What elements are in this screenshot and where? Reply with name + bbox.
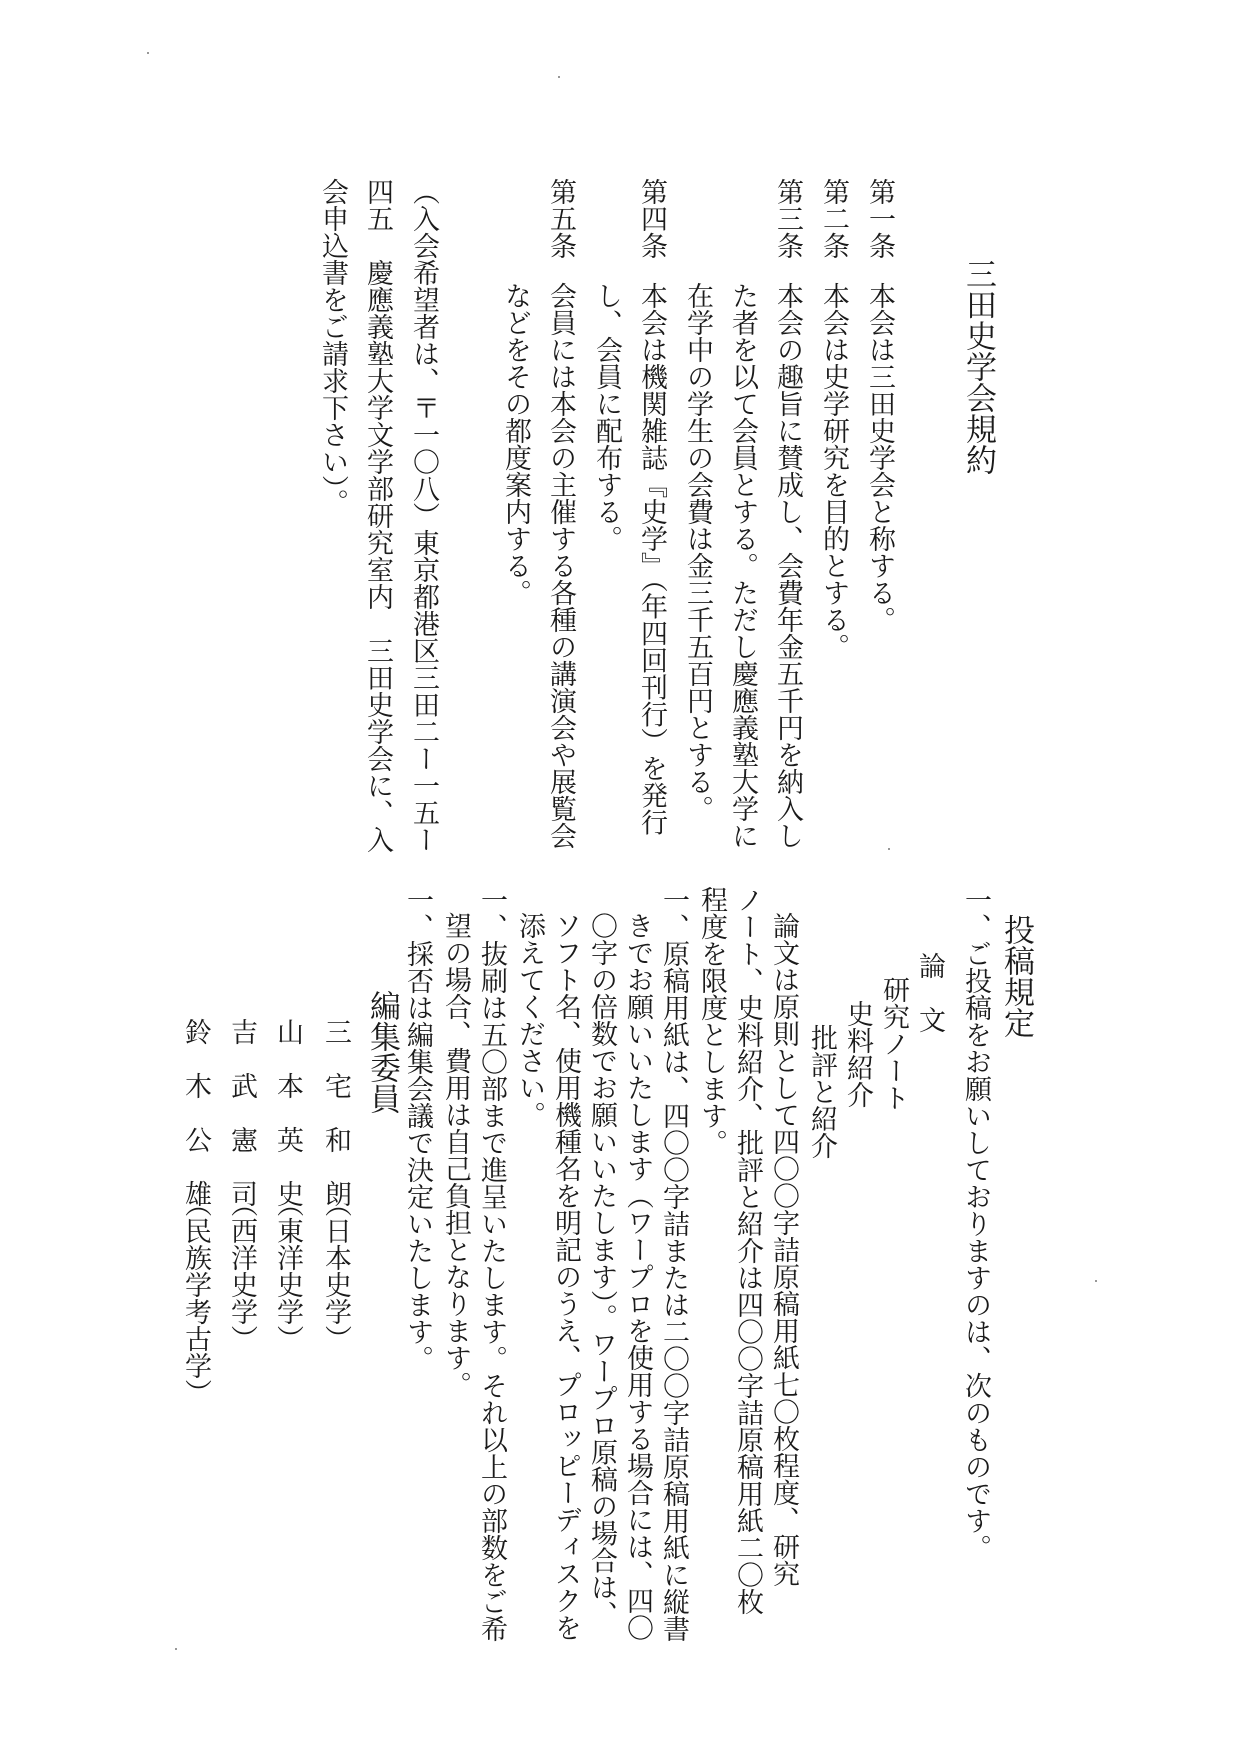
- article-1-label: 第一条: [864, 178, 895, 259]
- membership-line-1: （入会希望者は、〒一〇八）東京都港区三田二ー一五ー: [408, 178, 439, 853]
- committee-member-3-name: 吉 武 憲 司: [226, 1018, 257, 1207]
- membership-line-2: 四五 慶應義塾大学文学部研究室内 三田史学会に、入: [362, 178, 393, 853]
- article-5-label: 第五条: [545, 178, 576, 259]
- submission-line-10: きでお願いいたします（ワープロを使用する場合には、四〇: [622, 912, 653, 1641]
- submission-category-3: 史料紹介: [842, 1000, 873, 1108]
- scan-speck: [147, 52, 149, 54]
- article-4-label: 第四条: [636, 178, 667, 259]
- submission-category-2: 研究ノート: [878, 976, 909, 1111]
- article-4-line-2: し、会員に配布する。: [591, 282, 622, 552]
- rules-title: 三田史学会規約: [960, 258, 996, 475]
- committee-member-2-name: 山 本 英 史: [272, 1018, 303, 1207]
- submission-line-15: 望の場合、費用は自己負担となります。: [440, 912, 471, 1398]
- submission-line-8: 程度を限度とします。: [696, 886, 727, 1156]
- article-3-line-3: 在学中の学生の会費は金三千五百円とする。: [682, 282, 713, 822]
- committee-member-2-field: （東洋史学）: [272, 1190, 303, 1352]
- membership-line-3: 会申込書をご請求下さい）。: [317, 178, 348, 516]
- article-5-line-1: 会員には本会の主催する各種の講演会や展覧会: [545, 282, 576, 849]
- article-3-line-2: た者を以て会員とする。ただし慶應義塾大学に: [727, 282, 758, 849]
- submission-line-9: 一、原稿用紙は、四〇〇字詰または二〇〇字詰原稿用紙に縦書: [658, 886, 689, 1642]
- scan-speck: [888, 848, 890, 850]
- submission-line-6: 論文は原則として四〇〇字詰原稿用紙七〇枚程度、研究: [768, 912, 799, 1587]
- submission-title: 投稿規定: [998, 914, 1034, 1038]
- committee-member-4-field: （民族学考古学）: [180, 1190, 211, 1406]
- submission-line-11: 〇字の倍数でお願いいたします）。ワープロ原稿の場合は、: [586, 912, 617, 1628]
- submission-category-4: 批評と紹介: [806, 1024, 837, 1159]
- article-3-label: 第三条: [772, 178, 803, 259]
- article-4-line-1: 本会は機関雑誌『史学』（年四回刊行）を発行: [636, 282, 667, 836]
- committee-member-1-name: 三 宅 和 朗: [320, 1018, 351, 1207]
- article-5-line-2: などをその都度案内する。: [500, 282, 531, 606]
- submission-category-1: 論 文: [914, 952, 945, 1033]
- submission-line-16: 一、採否は編集会議で決定いたします。: [402, 886, 433, 1372]
- scan-speck: [1095, 1280, 1097, 1282]
- article-3-line-1: 本会の趣旨に賛成し、会費年金五千円を納入し: [772, 282, 803, 849]
- committee-member-1-field: （日本史学）: [320, 1190, 351, 1352]
- article-2-line-1: 本会は史学研究を目的とする。: [818, 282, 849, 660]
- submission-line-14: 一、抜刷は五〇部まで進呈いたします。それ以上の部数をご希: [476, 886, 507, 1642]
- article-1-line-1: 本会は三田史学会と称する。: [864, 282, 895, 633]
- submission-line-1: 一、ご投稿をお願いしておりますのは、次のものです。: [960, 886, 991, 1561]
- submission-line-7: ノート、史料紹介、批評と紹介は四〇〇字詰原稿用紙二〇枚: [732, 886, 763, 1615]
- committee-member-3-field: （西洋史学）: [226, 1190, 257, 1352]
- committee-member-4-name: 鈴 木 公 雄: [180, 1018, 211, 1207]
- committee-title: 編集委員: [364, 990, 400, 1114]
- submission-line-13: 添えてください。: [514, 912, 545, 1128]
- scan-speck: [175, 1648, 177, 1650]
- submission-line-12: ソフト名、使用機種名を明記のうえ、プロッピーディスクを: [550, 912, 581, 1641]
- scan-speck: [558, 76, 560, 78]
- article-2-label: 第二条: [818, 178, 849, 259]
